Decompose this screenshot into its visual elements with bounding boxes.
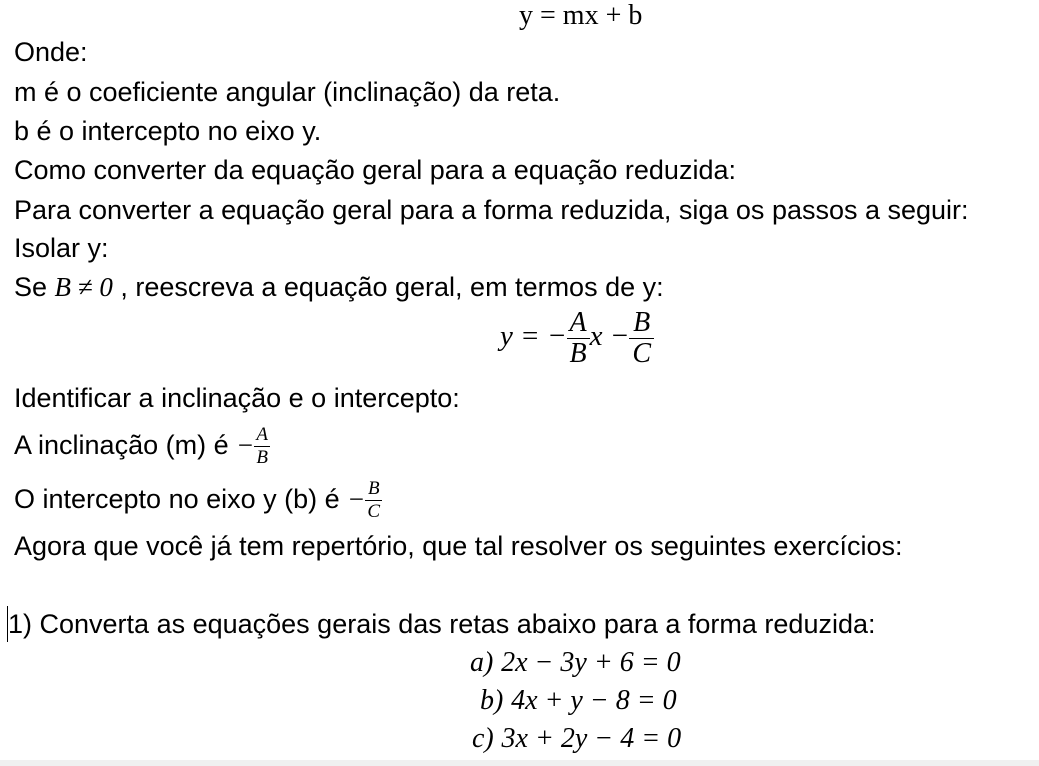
- fraction-numerator: A: [567, 308, 590, 339]
- conversion-heading: Como converter da equação geral para a equação reduzida:: [14, 155, 736, 185]
- fraction-a-over-b: [567, 308, 590, 369]
- fraction-denominator: C: [367, 501, 381, 523]
- slope-fraction: [254, 424, 270, 469]
- exercise-1-statement: 1) Converta as equações gerais das retas abaixo para a forma reduzida:: [8, 609, 876, 639]
- fraction-numerator: A: [256, 424, 268, 446]
- onde-label: Onde:: [14, 37, 88, 67]
- reduced-eq-lhs: y = −: [500, 320, 567, 353]
- exercise-item-b: [480, 684, 677, 717]
- intercept-line: [14, 474, 382, 524]
- fraction-denominator: B: [569, 338, 587, 369]
- intercept-prefix: O intercepto no eixo y (b) é: [14, 484, 348, 514]
- slope-sign: −: [236, 430, 255, 460]
- intercept-sign: −: [347, 484, 366, 514]
- exercise-equation: 3x + 2y − 4 = 0: [501, 723, 682, 754]
- fraction-numerator: B: [365, 478, 382, 501]
- condition-prefix: Se: [14, 272, 55, 302]
- exercise-intro: Agora que você já tem repertório, que tal resolver os seguintes exercícios:: [14, 531, 903, 561]
- slope-intercept-equation: y = mx + b: [519, 0, 643, 31]
- exercise-label: c): [472, 723, 494, 754]
- condition-suffix: , reescreva a equação geral, em termos de y:: [112, 272, 664, 302]
- exercise-equation: 2x − 3y + 6 = 0: [501, 647, 681, 678]
- identify-heading: Identificar a inclinação e o intercepto:: [14, 383, 460, 413]
- exercise-label: b): [480, 685, 504, 716]
- exercise-equation: 4x + y − 8 = 0: [511, 685, 677, 716]
- fraction-numerator: B: [629, 308, 654, 339]
- isolar-y-label: Isolar y:: [14, 233, 109, 263]
- slope-prefix: A inclinação (m) é: [14, 430, 237, 460]
- condition-line: [14, 271, 664, 303]
- reduced-eq-mid: x −: [589, 320, 630, 353]
- m-definition: m é o coeficiente angular (inclinação) da reta.: [14, 77, 561, 107]
- exercise-label: a): [470, 647, 494, 678]
- bottom-edge: [0, 760, 1039, 766]
- fraction-b-over-c: [629, 308, 654, 369]
- intercept-fraction: [365, 478, 382, 523]
- reduced-equation: [500, 308, 654, 369]
- exercise-item-a: [470, 646, 681, 679]
- conversion-instructions: Para converter a equação geral para a forma reduzida, siga os passos a seguir:: [14, 195, 969, 225]
- fraction-denominator: C: [632, 338, 652, 369]
- exercise-item-c: [472, 722, 681, 755]
- slope-line: [14, 420, 270, 470]
- condition-math: B ≠ 0: [54, 272, 113, 302]
- fraction-denominator: B: [256, 447, 268, 469]
- b-definition: b é o intercepto no eixo y.: [14, 116, 322, 146]
